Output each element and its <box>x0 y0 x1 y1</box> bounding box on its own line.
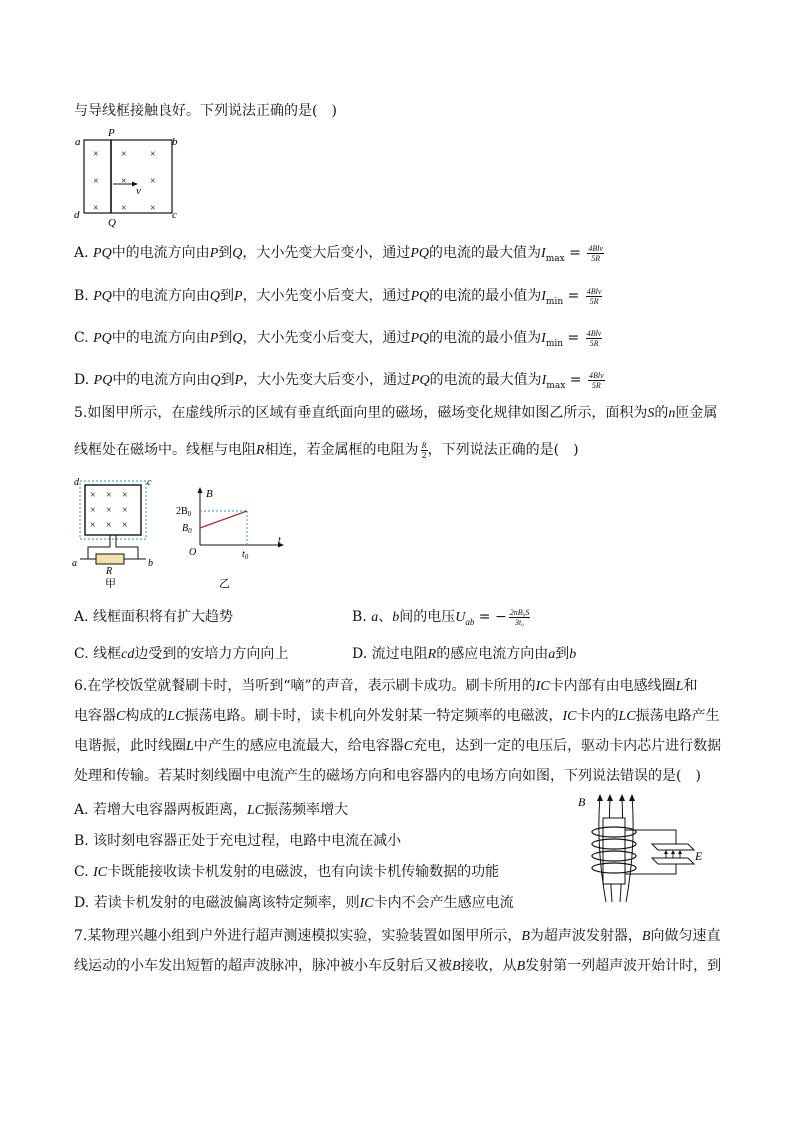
q6-line3: 电谐振，此时线圈L中产生的感应电流最大，给电容器C充电，达到一定的电压后，驱动卡内芯片进行数据 <box>74 738 722 754</box>
svg-text:c: c <box>147 477 152 488</box>
svg-text:×: × <box>90 490 96 501</box>
svg-text:×: × <box>106 505 112 516</box>
svg-text:×: × <box>122 520 128 531</box>
q5-figure-yi <box>172 483 292 593</box>
q6-line1: 6.在学校饭堂就餐刷卡时，当听到“嘀”的声音，表示刷卡成功。刷卡所用的IC卡内部有由电感线圈L和 <box>74 678 698 694</box>
svg-text:R: R <box>106 566 113 577</box>
svg-text:×: × <box>150 203 156 214</box>
q4-option-c: C. PQ中的电流方向由P到Q，大小先变小后变大，通过PQ的电流的最小值为$I_{min}$ = $\frac{\text{4Blv}}{5R}$ <box>74 328 602 349</box>
b-line <box>200 511 247 528</box>
label-b: b <box>172 136 178 148</box>
q6-line4: 处理和传输。若某时刻线圈中电流产生的磁场方向和电容器内的电场方向如图，下列说法错误的是( ) <box>74 768 701 784</box>
svg-text:×: × <box>122 490 128 501</box>
label-c: c <box>172 209 177 221</box>
q5-line1: 5.如图甲所示，在虚线所示的区域有垂直纸面向里的磁场，磁场变化规律如图乙所示，面积为S的n匝金属 <box>74 405 718 421</box>
q4-option-d: D. PQ中的电流方向由Q到P，大小先变大后变小，通过PQ的电流的最大值为$I_{max}$ = $\frac{\text{4Blv}}{5R}$ <box>74 370 604 391</box>
svg-text:B: B <box>578 795 586 809</box>
q6-option-b: B. 该时刻电容器正处于充电过程，电路中电流在减小 <box>74 833 402 849</box>
q5-figure-jia <box>68 473 158 593</box>
svg-text:×: × <box>121 149 127 160</box>
svg-text:t: t <box>278 535 281 546</box>
svg-text:b: b <box>148 558 153 569</box>
svg-text:O: O <box>189 547 197 558</box>
svg-text:乙: 乙 <box>219 578 230 590</box>
svg-text:×: × <box>122 505 128 516</box>
q6-option-a: A. 若增大电容器两板距离，LC振荡频率增大 <box>74 802 349 818</box>
svg-text:B: B <box>206 488 213 500</box>
q4-option-b: B. PQ中的电流方向由Q到P，大小先变小后变大，通过PQ的电流的最小值为$I_{min}$ = $\frac{\text{4Blv}}{5R}$ <box>74 286 602 307</box>
svg-text:×: × <box>93 149 99 160</box>
q7-line1: 7.某物理兴趣小组到户外进行超声测速模拟实验，实验装置如图甲所示，B为超声波发射器，B向做匀速直 <box>74 928 721 944</box>
label-P: P <box>108 127 115 139</box>
q7-line2: 线运动的小车发出短暂的超声波脉冲，脉冲被小车反射后又被B接收，从B发射第一列超声波开始计时，到 <box>74 958 722 974</box>
svg-text:甲: 甲 <box>105 578 116 590</box>
svg-text:×: × <box>106 520 112 531</box>
label-a: a <box>75 136 81 148</box>
svg-text:×: × <box>93 176 99 187</box>
label-d: d <box>74 209 80 221</box>
q5-option-a: A. 线框面积将有扩大趋势 <box>74 609 234 625</box>
q6-line2: 电容器C构成的LC振荡电路。刷卡时，读卡机向外发射某一特定频率的电磁波，IC卡内的LC振荡电路产生 <box>74 708 720 724</box>
field-crosses <box>93 149 156 214</box>
q4-option-a: A. PQ中的电流方向由P到Q，大小先变大后变小，通过PQ的电流的最大值为$I_{max}$ = $\frac{\text{4Blv}}{5R}$ <box>74 243 604 264</box>
label-Q: Q <box>108 217 116 228</box>
q5-option-c: C. 线框cd边受到的安培力方向向上 <box>74 646 289 662</box>
label-v: v <box>136 185 141 197</box>
svg-text:E: E <box>695 849 703 863</box>
q5-option-b: B. a、b间的电压$U_{ab}$ = − $\frac{\text{2nB₀S}}{\text{3t₀}}$ <box>352 607 530 627</box>
svg-text:B0: $B_0$ <box>182 523 192 535</box>
svg-text:×: × <box>150 176 156 187</box>
svg-text:×: × <box>106 490 112 501</box>
q4-stem-tail: 与导线框接触良好。下列说法正确的是( ) <box>74 103 337 119</box>
svg-text:×: × <box>93 203 99 214</box>
svg-text:a: a <box>72 558 77 569</box>
q6-figure <box>570 792 720 904</box>
svg-text:d: d <box>74 477 79 488</box>
svg-text:2B0: $2B_0$ <box>176 506 192 518</box>
q6-option-d: D. 若读卡机发射的电磁波偏离该特定频率，则IC卡内不会产生感应电流 <box>74 895 514 911</box>
svg-text:×: × <box>121 176 127 187</box>
svg-text:×: × <box>150 149 156 160</box>
q6-option-c: C. IC卡既能接收读卡机发射的电磁波，也有向读卡机传输数据的功能 <box>74 864 500 880</box>
svg-text:t0: $t_0$ <box>242 549 249 561</box>
svg-text:×: × <box>90 505 96 516</box>
q5-option-d: D. 流过电阻R的感应电流方向由a到b <box>352 646 577 662</box>
svg-text:×: × <box>121 203 127 214</box>
q5-line2: 线框处在磁场中。线框与电阻R相连，若金属框的电阻为 $\frac{R}{2}$ ，下列说法正确的是( ) <box>74 440 579 460</box>
resistor <box>96 554 124 564</box>
svg-text:×: × <box>90 520 96 531</box>
q4-figure <box>68 126 186 228</box>
